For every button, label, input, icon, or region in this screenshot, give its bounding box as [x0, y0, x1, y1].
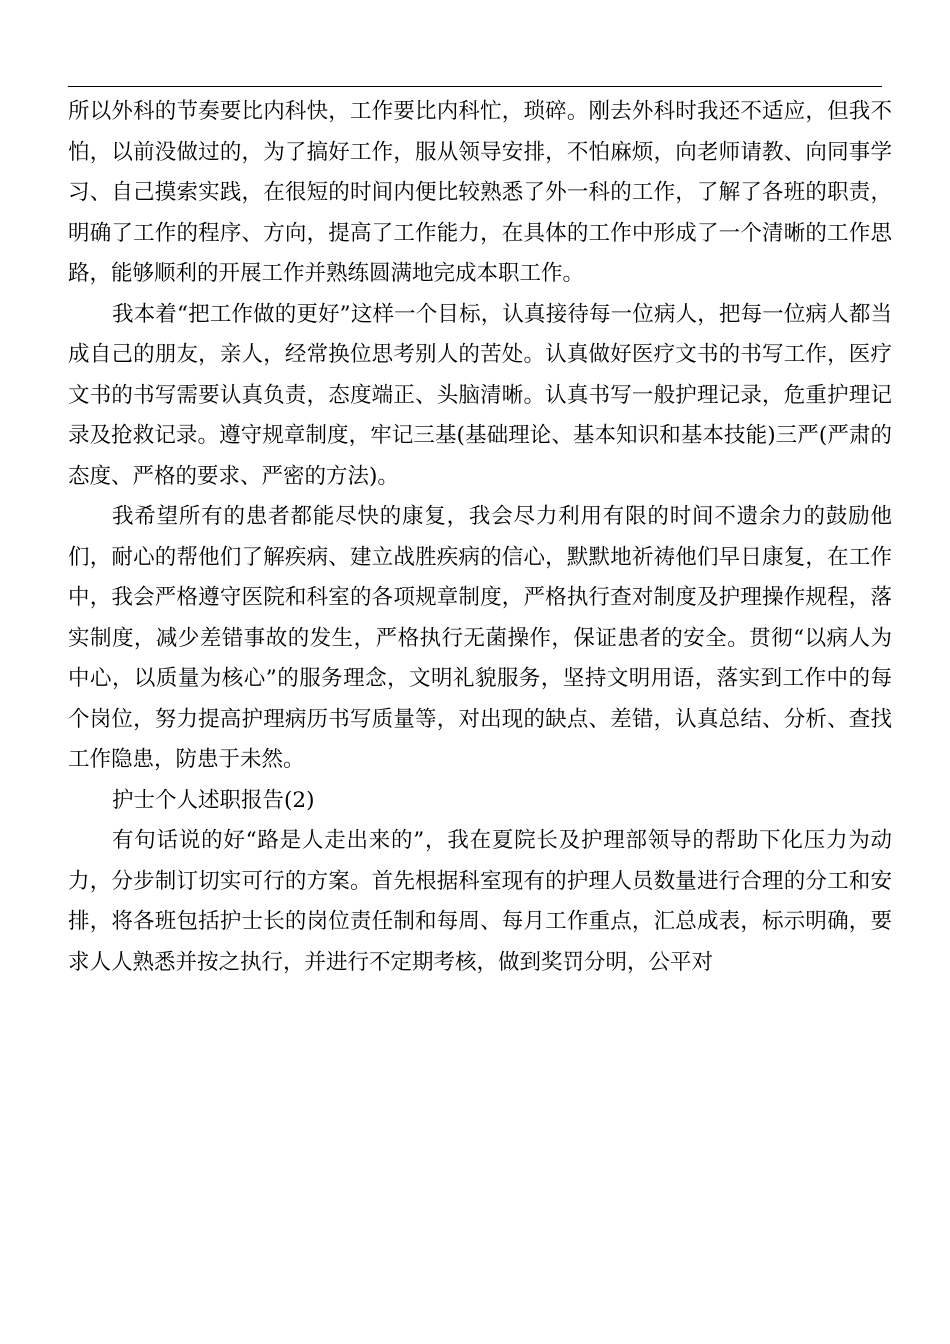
- paragraph-2: 我本着“把工作做的更好”这样一个目标，认真接待每一位病人，把每一位病人都当成自己的朋友，亲人，经常换位思考别人的苦处。认真做好医疗文书的书写工作，医疗文书的书写需要认真负责，态度端正、头脑清晰。认真书写一般护理记录，危重护理记录及抢救记录。遵守规章制度，牢记三基(基础理论、基本知识和基本技能)三严(严肃的态度、严格的要求、严密的方法)。: [68, 301, 892, 489]
- section-heading: 护士个人述职报告(2): [112, 787, 315, 813]
- document-body: [68, 92, 892, 983]
- paragraph-4: 有句话说的好“路是人走出来的”，我在夏院长及护理部领导的帮助下化压力为动力，分步制订切实可行的方案。首先根据科室现有的护理人员数量进行合理的分工和安排，将各班包括护士长的岗位责任制和每周、每月工作重点，汇总成表，标示明确，要求人人熟悉并按之执行，并进行不定期考核，做到奖罚分明，公平对: [68, 828, 892, 975]
- header-rule: [68, 86, 882, 87]
- paragraph-3: 我希望所有的患者都能尽快的康复，我会尽力利用有限的时间不遗余力的鼓励他们，耐心的帮他们了解疾病、建立战胜疾病的信心，默默地祈祷他们早日康复，在工作中，我会严格遵守医院和科室的各项规章制度，严格执行查对制度及护理操作规程，落实制度，减少差错事故的发生，严格执行无菌操作，保证患者的安全。贯彻“以病人为中心，以质量为核心”的服务理念，文明礼貌服务，坚持文明用语，落实到工作中的每个岗位，努力提高护理病历书写质量等，对出现的缺点、差错，认真总结、分析、查找工作隐患，防患于未然。: [68, 504, 892, 772]
- paragraph-1: 所以外科的节奏要比内科快，工作要比内科忙，琐碎。刚去外科时我还不适应，但我不怕，以前没做过的，为了搞好工作，服从领导安排，不怕麻烦，向老师请教、向同事学习、自己摸索实践，在很短的时间内便比较熟悉了外一科的工作，了解了各班的职责，明确了工作的程序、方向，提高了工作能力，在具体的工作中形成了一个清晰的工作思路，能够顺利的开展工作并熟练圆满地完成本职工作。: [68, 99, 892, 286]
